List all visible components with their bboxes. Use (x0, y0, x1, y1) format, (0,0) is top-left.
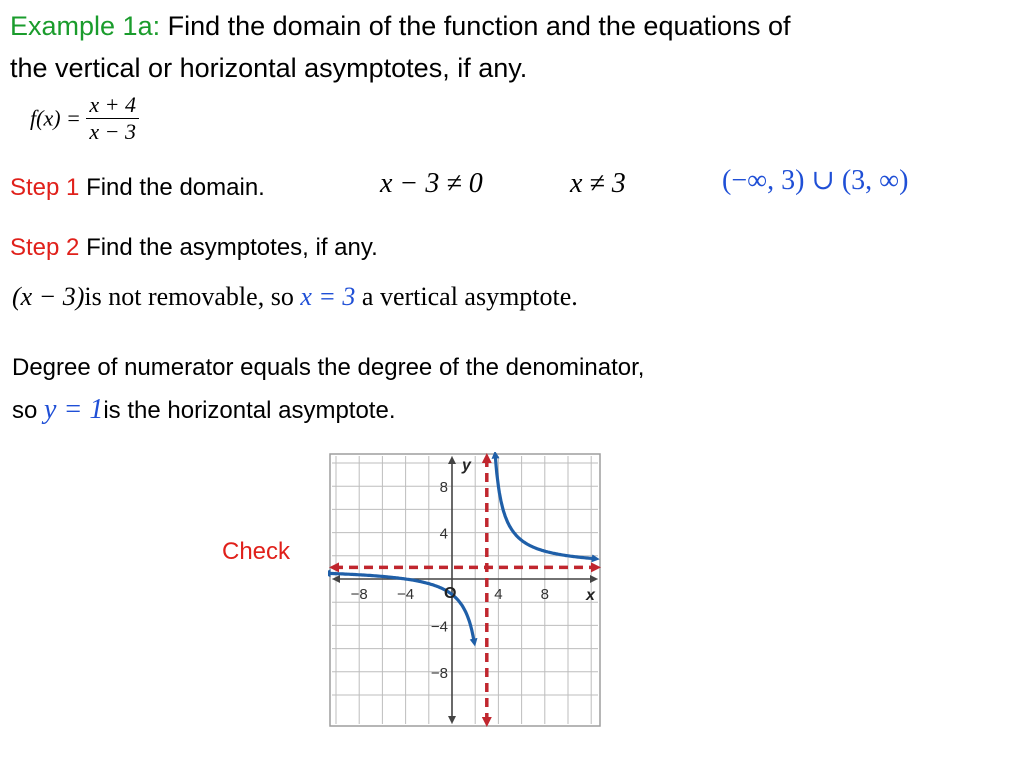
horizontal-line-1: Degree of numerator equals the degree of the denominator, (12, 354, 645, 381)
step1-condition: x − 3 ≠ 0 (380, 168, 483, 199)
graph-frame (330, 454, 600, 726)
origin-label: O (444, 585, 457, 602)
step2-label: Step 2 (10, 234, 80, 261)
y-tick-label: −4 (430, 618, 448, 636)
vertical-text-a: is not removable, so (84, 282, 301, 311)
vertical-eq: x = 3 (300, 282, 356, 311)
y-tick-label: 4 (439, 525, 448, 543)
step1-domain: (−∞, 3) ∪ (3, ∞) (722, 165, 909, 196)
function-definition (30, 92, 139, 145)
y-tick-label: 8 (439, 479, 448, 497)
x-tick-label: 8 (540, 586, 549, 603)
function-lhs: f(x) = (30, 105, 81, 131)
example-label: Example 1a: (10, 11, 161, 41)
step1-result: x ≠ 3 (570, 168, 626, 199)
check-label: Check (222, 538, 291, 565)
step2-text: Find the asymptotes, if any. (86, 234, 378, 261)
asymptote-graph (328, 452, 604, 728)
vertical-asymptote-line (12, 282, 578, 312)
step2-line (10, 234, 378, 262)
step1-label: Step 1 (10, 174, 80, 201)
horizontal-line-2 (12, 394, 396, 426)
fraction-numerator: x + 4 (86, 92, 139, 119)
y-tick-label: −8 (430, 664, 448, 682)
x-tick-label: −4 (397, 586, 415, 603)
title-line-2: the vertical or horizontal asymptotes, if any. (10, 53, 528, 83)
step1-line (10, 174, 265, 202)
vertical-factor: (x − 3) (12, 282, 85, 311)
y-axis-label: y (462, 457, 471, 474)
fraction-denominator: x − 3 (89, 119, 136, 144)
x-tick-label: −8 (350, 586, 368, 603)
vertical-text-b: a vertical asymptote. (355, 282, 578, 311)
horizontal-suffix: is the horizontal asymptote. (103, 397, 396, 424)
x-axis-label: x (586, 587, 595, 604)
horizontal-prefix: so (12, 397, 45, 424)
title-text: Find the domain of the function and the equations of (167, 11, 791, 41)
title-line-1 (10, 10, 791, 42)
function-fraction (86, 92, 139, 145)
horizontal-eq: y = 1 (44, 394, 104, 425)
step1-text: Find the domain. (86, 174, 265, 201)
x-tick-label: 4 (494, 586, 503, 603)
